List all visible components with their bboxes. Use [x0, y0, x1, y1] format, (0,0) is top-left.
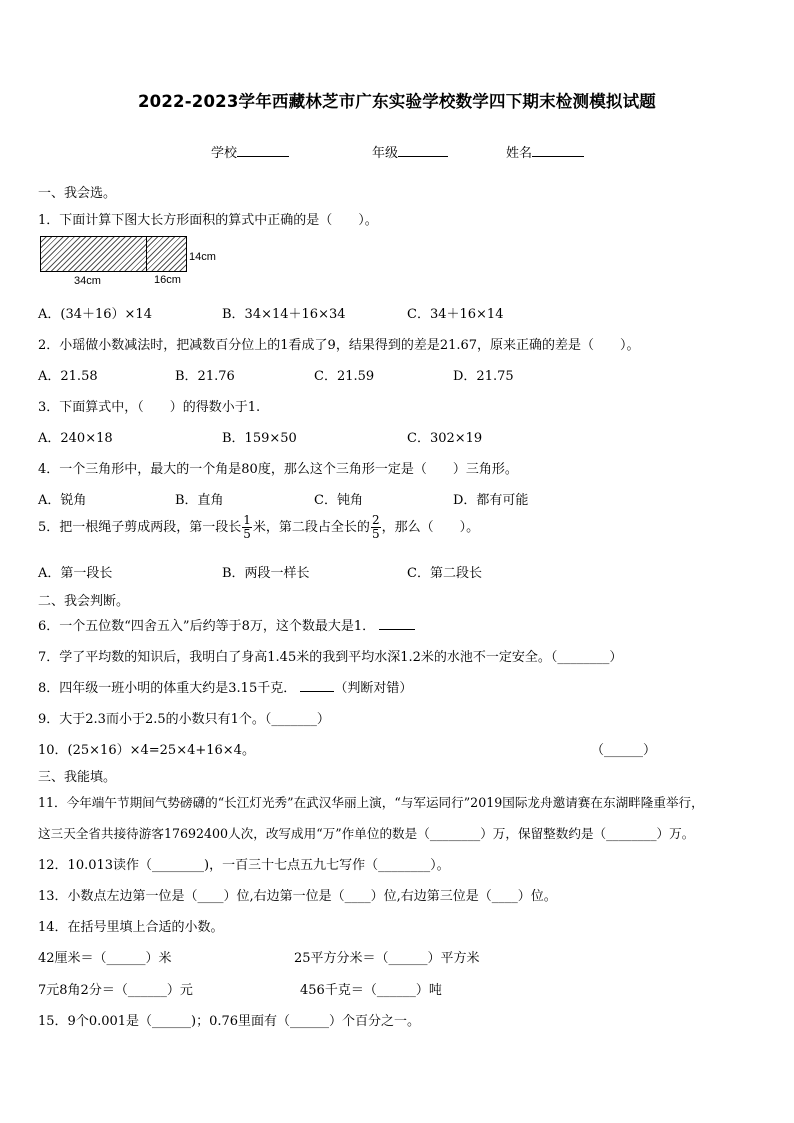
- question-6: 6．一个五位数“四舍五入”后约等于8万，这个数最大是1．: [38, 615, 415, 634]
- section-heading-3: 三、我能填。: [38, 770, 117, 785]
- question-12: 12．10.013读作（________)，一百三十七点五九七写作（________）。: [38, 858, 450, 873]
- fraction-one-fifth: $\frac{1}{5}$: [243, 513, 251, 541]
- q1-option-a[interactable]: A．(34＋16）×14: [38, 307, 152, 322]
- q3-option-a[interactable]: A．240×18: [38, 431, 113, 446]
- q14-item-3: 7元8角2分＝（______）元: [38, 983, 193, 998]
- q5-option-b[interactable]: B．两段一样长: [222, 566, 310, 581]
- width-label-16: 16cm: [154, 274, 181, 286]
- left-rectangle: [40, 236, 147, 272]
- grade-field[interactable]: [372, 142, 448, 161]
- question-1: 1．下面计算下图大长方形面积的算式中正确的是（ ）。: [38, 213, 378, 228]
- width-label-34: 34cm: [74, 275, 101, 287]
- q8-answer-blank[interactable]: [300, 679, 334, 692]
- right-rectangle: [146, 236, 187, 272]
- height-label-14: 14cm: [189, 251, 216, 263]
- question-11-line-1: 11．今年端午节期间气势磅礴的“长江灯光秀”在武汉华丽上演，“与军运同行”2019国际龙舟邀请赛在东湖畔隆重举行，: [38, 795, 704, 810]
- q5-text-part1: 5．把一根绳子剪成两段，第一段长: [38, 520, 242, 535]
- question-14: 14．在括号里填上合适的小数。: [38, 920, 224, 935]
- q6-answer-blank[interactable]: [379, 617, 415, 630]
- q5-text-part2: 米，第二段占全长的: [252, 520, 370, 535]
- question-15: 15．9个0.001是（______)；0.76里面有（______）个百分之一。: [38, 1014, 421, 1029]
- school-label: 学校: [211, 146, 238, 161]
- q10-answer-blank[interactable]: （______）: [591, 743, 657, 758]
- q2-option-c[interactable]: C．21.59: [314, 369, 375, 384]
- q1-option-c[interactable]: C．34＋16×14: [407, 307, 504, 322]
- q3-option-c[interactable]: C．302×19: [407, 431, 483, 446]
- q2-option-b[interactable]: B．21.76: [175, 369, 235, 384]
- question-3: 3．下面算式中，（ ）的得数小于1.: [38, 400, 261, 415]
- q4-option-c[interactable]: C．钝角: [314, 493, 363, 508]
- name-label: 姓名: [506, 146, 533, 161]
- q14-item-2: 25平方分米＝（______）平方米: [294, 951, 480, 966]
- fraction-two-fifths: $\frac{2}{5}$: [371, 513, 380, 541]
- q1-option-b[interactable]: B．34×14＋16×34: [222, 307, 346, 322]
- q4-option-a[interactable]: A．锐角: [38, 493, 87, 508]
- q5-text-part3: ，那么（ ）。: [381, 520, 480, 535]
- q14-item-4: 456千克＝（______）吨: [300, 983, 442, 998]
- question-8: 8．四年级一班小明的体重大约是3.15千克． （判断对错）: [38, 681, 413, 696]
- q2-option-a[interactable]: A．21.58: [38, 369, 98, 384]
- question-9: 9．大于2.3而小于2.5的小数只有1个。（_______）: [38, 712, 330, 727]
- page-title: 2022-2023学年西藏林芝市广东实验学校数学四下期末检测模拟试题: [138, 92, 656, 111]
- q5-option-a[interactable]: A．第一段长: [38, 566, 113, 581]
- question-13: 13．小数点左边第一位是（____）位,右边第一位是（____）位,右边第三位是（____）位。: [38, 889, 557, 904]
- question-5: [38, 514, 479, 541]
- q3-option-b[interactable]: B．159×50: [222, 431, 297, 446]
- question-4: 4．一个三角形中，最大的一个角是80度，那么这个三角形一定是（ ）三角形。: [38, 462, 518, 477]
- q2-option-d[interactable]: D．21.75: [453, 369, 514, 384]
- school-field[interactable]: [211, 142, 289, 161]
- question-11-line-2: 这三天全省共接待游客17692400人次，改写成用“万”作单位的数是（________）万，保留整数约是（________）万。: [38, 826, 695, 841]
- q5-option-c[interactable]: C．第二段长: [407, 566, 482, 581]
- q14-item-1: 42厘米＝（______）米: [38, 951, 172, 966]
- question-2: 2．小瑶做小数减法时，把减数百分位上的1看成了9，结果得到的差是21.67，原来正确的差是（ ）。: [38, 338, 640, 353]
- section-heading-1: 一、我会选。: [38, 186, 117, 201]
- q4-option-b[interactable]: B．直角: [175, 493, 224, 508]
- grade-label: 年级: [372, 146, 399, 161]
- name-field[interactable]: [506, 142, 584, 161]
- question-7: 7．学了平均数的知识后，我明白了身高1.45米的我到平均水深1.2米的水池不一定安全。（________）: [38, 650, 623, 665]
- section-heading-2: 二、我会判断。: [38, 594, 130, 609]
- question-10: 10．(25×16）×4=25×4+16×4。: [38, 743, 255, 758]
- q4-option-d[interactable]: D．都有可能: [453, 493, 529, 508]
